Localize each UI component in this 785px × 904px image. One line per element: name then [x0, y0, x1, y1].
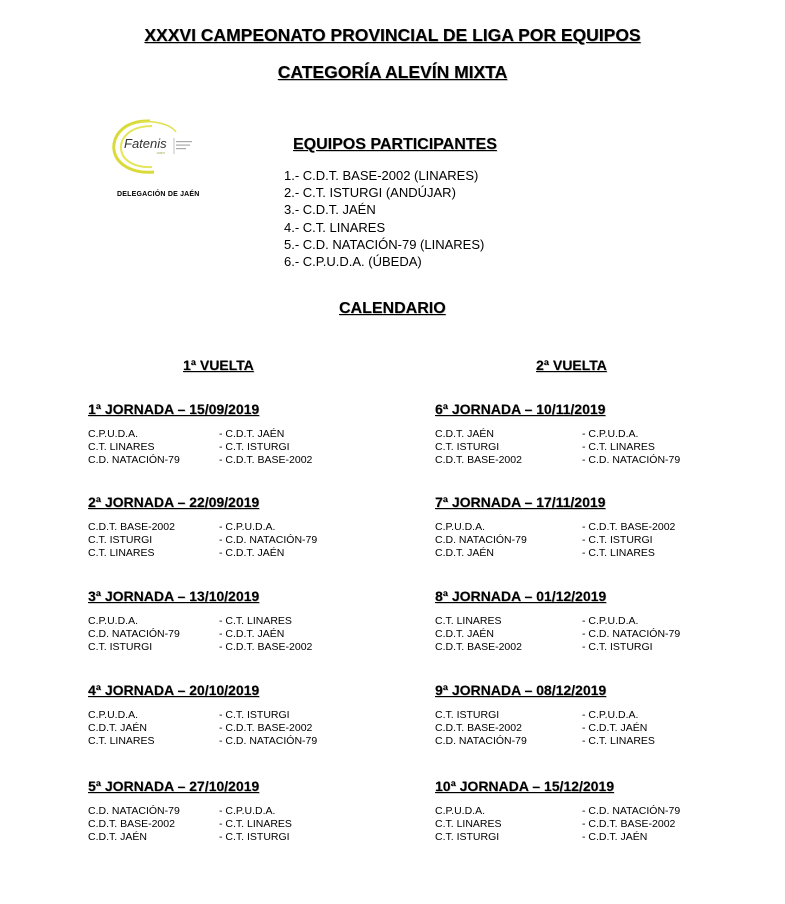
home-team: C.T. ISTURGI: [435, 831, 500, 843]
match-list: [88, 615, 388, 654]
jornada-block: [88, 588, 388, 654]
match-row: [88, 615, 388, 628]
away-team: - C.T. LINARES: [582, 547, 655, 559]
match-row: [88, 709, 388, 722]
home-team: C.P.U.D.A.: [435, 521, 485, 533]
home-team: C.D. NATACIÓN-79: [435, 534, 527, 546]
home-team: C.P.U.D.A.: [88, 709, 138, 721]
home-team: C.T. LINARES: [88, 441, 155, 453]
match-row: [88, 805, 388, 818]
jornada-block: [88, 401, 388, 467]
svg-text:Fatenis: Fatenis: [124, 136, 167, 151]
match-list: [435, 521, 735, 560]
match-list: [435, 615, 735, 654]
away-team: - C.D.T. BASE-2002: [219, 641, 313, 653]
home-team: C.D. NATACIÓN-79: [435, 735, 527, 747]
match-list: [435, 805, 735, 844]
home-team: C.T. ISTURGI: [435, 709, 500, 721]
away-team: - C.D.T. JAÉN: [219, 628, 285, 640]
away-team: - C.T. LINARES: [219, 615, 292, 627]
home-team: C.P.U.D.A.: [435, 805, 485, 817]
away-team: - C.D. NATACIÓN-79: [219, 534, 318, 546]
home-team: C.T. LINARES: [88, 735, 155, 747]
home-team: C.D.T. BASE-2002: [88, 521, 175, 533]
away-team: - C.P.U.D.A.: [582, 615, 639, 627]
delegation-label: DELEGACIÓN DE JAÉN: [117, 191, 200, 198]
away-team: - C.P.U.D.A.: [219, 805, 276, 817]
match-row: [88, 547, 388, 560]
away-team: - C.T. ISTURGI: [219, 709, 290, 721]
match-row: [88, 831, 388, 844]
svg-text:.com: .com: [156, 150, 165, 155]
home-team: C.D.T. JAÉN: [88, 722, 147, 734]
team-item: 3.- C.D.T. JAÉN: [284, 202, 376, 218]
match-row: [88, 628, 388, 641]
match-row: [435, 428, 735, 441]
home-team: C.D.T. JAÉN: [435, 547, 494, 559]
home-team: C.D. NATACIÓN-79: [88, 628, 180, 640]
away-team: - C.P.U.D.A.: [582, 428, 639, 440]
away-team: - C.T. ISTURGI: [219, 441, 290, 453]
home-team: C.T. LINARES: [435, 818, 502, 830]
match-row: [435, 709, 735, 722]
teams-list: [284, 167, 484, 270]
jornada-block: [435, 682, 735, 748]
away-team: - C.D.T. BASE-2002: [219, 454, 313, 466]
jornada-block: [435, 778, 735, 844]
match-list: [435, 709, 735, 748]
away-team: - C.T. ISTURGI: [582, 641, 653, 653]
away-team: - C.T. ISTURGI: [219, 831, 290, 843]
jornada-title: 3ª JORNADA – 13/10/2019: [88, 588, 260, 604]
match-row: [88, 521, 388, 534]
match-row: [435, 722, 735, 735]
away-team: - C.T. LINARES: [582, 735, 655, 747]
away-team: - C.D. NATACIÓN-79: [582, 805, 681, 817]
home-team: C.D.T. JAÉN: [88, 831, 147, 843]
home-team: C.T. ISTURGI: [88, 534, 153, 546]
match-row: [435, 615, 735, 628]
match-row: [435, 735, 735, 748]
fatenis-logo: [110, 118, 200, 176]
match-row: [88, 441, 388, 454]
home-team: C.T. LINARES: [435, 615, 502, 627]
away-team: - C.D. NATACIÓN-79: [582, 628, 681, 640]
match-list: [435, 428, 735, 467]
match-row: [88, 534, 388, 547]
jornada-title: 4ª JORNADA – 20/10/2019: [88, 682, 260, 698]
first-round-heading: 1ª VUELTA: [183, 357, 254, 373]
second-round-heading: 2ª VUELTA: [536, 357, 607, 373]
match-row: [88, 818, 388, 831]
jornada-title: 5ª JORNADA – 27/10/2019: [88, 778, 260, 794]
home-team: C.D.T. BASE-2002: [435, 722, 522, 734]
home-team: C.D.T. BASE-2002: [435, 454, 522, 466]
jornada-title: 1ª JORNADA – 15/09/2019: [88, 401, 260, 417]
match-row: [435, 805, 735, 818]
away-team: - C.P.U.D.A.: [219, 521, 276, 533]
jornada-title: 7ª JORNADA – 17/11/2019: [435, 494, 606, 510]
jornada-block: [88, 682, 388, 748]
jornada-block: [88, 778, 388, 844]
match-row: [435, 547, 735, 560]
jornada-block: [435, 588, 735, 654]
jornada-block: [88, 494, 388, 560]
team-item: 1.- C.D.T. BASE-2002 (LINARES): [284, 168, 479, 183]
match-row: [435, 521, 735, 534]
home-team: C.T. ISTURGI: [435, 441, 500, 453]
match-row: [88, 641, 388, 654]
document-title: XXXVI CAMPEONATO PROVINCIAL DE LIGA POR EQUIPOS: [144, 25, 641, 45]
fatenis-logo-icon: [110, 118, 200, 176]
jornada-title: 2ª JORNADA – 22/09/2019: [88, 494, 260, 510]
away-team: - C.D.T. BASE-2002: [582, 818, 676, 830]
away-team: - C.D. NATACIÓN-79: [582, 454, 681, 466]
jornada-block: [435, 401, 735, 467]
home-team: C.D.T. BASE-2002: [88, 818, 175, 830]
match-row: [88, 454, 388, 467]
team-item: 4.- C.T. LINARES: [284, 219, 386, 235]
document-subtitle: CATEGORÍA ALEVÍN MIXTA: [277, 62, 508, 82]
away-team: - C.D.T. JAÉN: [582, 831, 648, 843]
jornada-block: [435, 494, 735, 560]
away-team: - C.D.T. JAÉN: [219, 547, 285, 559]
home-team: C.D. NATACIÓN-79: [88, 805, 180, 817]
away-team: - C.D.T. JAÉN: [219, 428, 285, 440]
away-team: - C.D. NATACIÓN-79: [219, 735, 318, 747]
away-team: - C.D.T. BASE-2002: [582, 521, 676, 533]
jornada-title: 9ª JORNADA – 08/12/2019: [435, 682, 607, 698]
match-list: [88, 428, 388, 467]
away-team: - C.P.U.D.A.: [582, 709, 639, 721]
match-row: [435, 818, 735, 831]
team-item: 2.- C.T. ISTURGI (ANDÚJAR): [284, 185, 456, 201]
jornada-title: 6ª JORNADA – 10/11/2019: [435, 401, 606, 417]
away-team: - C.D.T. JAÉN: [582, 722, 648, 734]
home-team: C.D. NATACIÓN-79: [88, 454, 180, 466]
home-team: C.T. ISTURGI: [88, 641, 153, 653]
teams-heading: EQUIPOS PARTICIPANTES: [293, 136, 497, 153]
match-row: [88, 722, 388, 735]
home-team: C.D.T. JAÉN: [435, 628, 494, 640]
home-team: C.P.U.D.A.: [88, 615, 138, 627]
match-row: [435, 831, 735, 844]
home-team: C.T. LINARES: [88, 547, 155, 559]
team-item: 6.- C.P.U.D.A. (ÚBEDA): [284, 254, 422, 270]
match-list: [88, 521, 388, 560]
calendar-heading: CALENDARIO: [339, 300, 446, 317]
match-row: [435, 534, 735, 547]
away-team: - C.D.T. BASE-2002: [219, 722, 313, 734]
match-row: [435, 628, 735, 641]
match-row: [88, 428, 388, 441]
team-item: 5.- C.D. NATACIÓN-79 (LINARES): [284, 236, 485, 252]
away-team: - C.T. LINARES: [582, 441, 655, 453]
match-row: [88, 735, 388, 748]
away-team: - C.T. LINARES: [219, 818, 292, 830]
match-list: [88, 709, 388, 748]
home-team: C.P.U.D.A.: [88, 428, 138, 440]
jornada-title: 10ª JORNADA – 15/12/2019: [435, 778, 614, 794]
home-team: C.D.T. JAÉN: [435, 428, 494, 440]
match-row: [435, 641, 735, 654]
match-row: [435, 454, 735, 467]
away-team: - C.T. ISTURGI: [582, 534, 653, 546]
home-team: C.D.T. BASE-2002: [435, 641, 522, 653]
match-list: [88, 805, 388, 844]
jornada-title: 8ª JORNADA – 01/12/2019: [435, 588, 607, 604]
match-row: [435, 441, 735, 454]
